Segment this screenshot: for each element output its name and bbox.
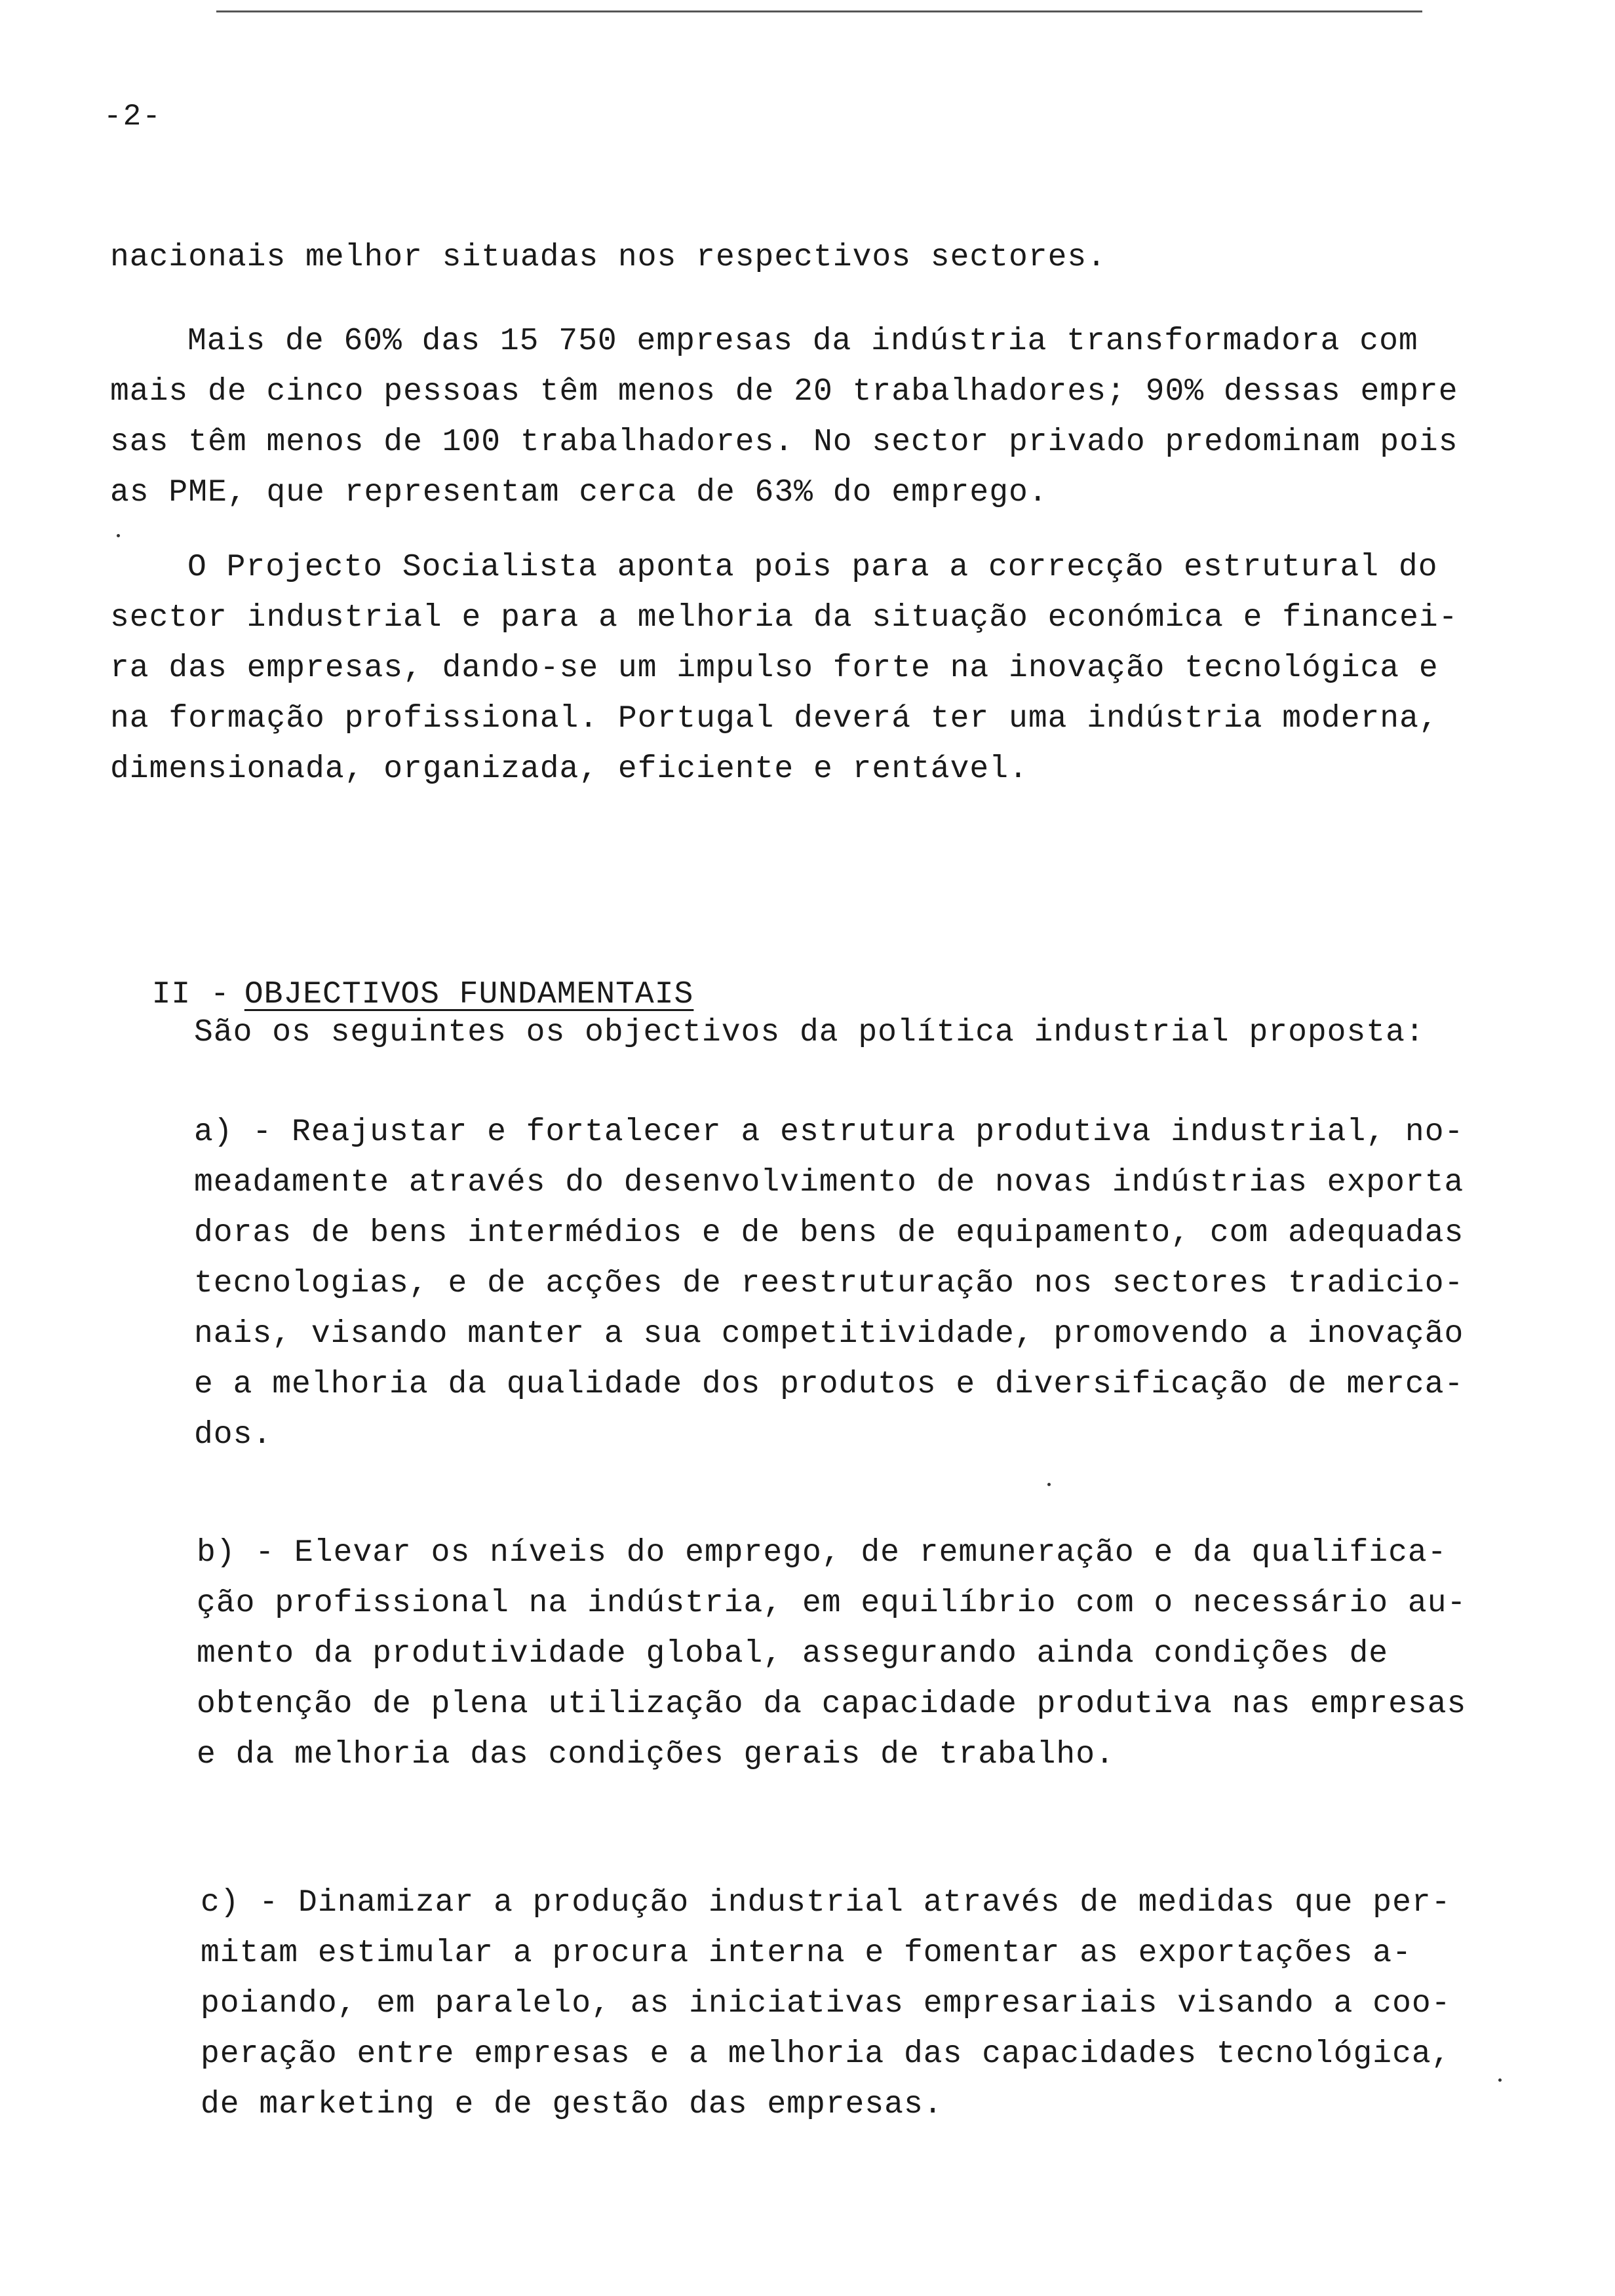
page-number: -2- <box>104 100 162 134</box>
item-line: doras de bens intermédios e de bens de equipamento, com adequadas <box>194 1215 1464 1251</box>
paragraph-line: sas têm menos de 100 trabalhadores. No sector privado predominam pois <box>110 425 1458 460</box>
item-line: e a melhoria da qualidade dos produtos e diversificação de merca- <box>194 1367 1464 1402</box>
item-line: meadamente através do desenvolvimento de novas indústrias exporta <box>194 1165 1464 1200</box>
paragraph-line: sector industrial e para a melhoria da situação económica e financei- <box>110 600 1458 636</box>
item-line: de marketing e de gestão das empresas. <box>201 2087 943 2122</box>
scan-speck <box>1498 2078 1502 2082</box>
paragraph-line: dimensionada, organizada, eficiente e rentável. <box>110 752 1028 787</box>
section-lead: São os seguintes os objectivos da política industrial proposta: <box>194 1015 1425 1050</box>
item-line: poiando, em paralelo, as iniciativas empresariais visando a coo- <box>201 1986 1451 2021</box>
top-rule <box>216 10 1422 12</box>
paragraph-line: ra das empresas, dando-se um impulso forte na inovação tecnológica e <box>110 651 1439 686</box>
item-line: mitam estimular a procura interna e fomentar as exportações a- <box>201 1936 1412 1971</box>
item-line: tecnologias, e de acções de reestruturação nos sectores tradicio- <box>194 1266 1464 1301</box>
section-number: II - <box>151 977 230 1012</box>
scan-speck <box>117 534 120 537</box>
item-line: ção profissional na indústria, em equilíbrio com o necessário au- <box>197 1586 1467 1621</box>
item-line: dos. <box>194 1417 273 1453</box>
item-line: obtenção de plena utilização da capacidade produtiva nas empresas <box>197 1687 1467 1722</box>
paragraph-line: Mais de 60% das 15 750 empresas da indústria transformadora com <box>187 324 1418 359</box>
paragraph-line: na formação profissional. Portugal deverá ter uma indústria moderna, <box>110 701 1439 737</box>
item-line: nais, visando manter a sua competitividade, promovendo a inovação <box>194 1316 1464 1352</box>
paragraph-line: as PME, que representam cerca de 63% do emprego. <box>110 475 1048 510</box>
paragraph-line: mais de cinco pessoas têm menos de 20 trabalhadores; 90% dessas empre <box>110 374 1458 410</box>
item-line: e da melhoria das condições gerais de trabalho. <box>197 1737 1115 1772</box>
scan-speck <box>1047 1483 1051 1486</box>
item-line: b) - Elevar os níveis do emprego, de remuneração e da qualifica- <box>197 1535 1447 1571</box>
section-title: OBJECTIVOS FUNDAMENTAIS <box>244 977 694 1012</box>
item-line: c) - Dinamizar a produção industrial através de medidas que per- <box>201 1885 1451 1921</box>
item-line: peração entre empresas e a melhoria das capacidades tecnológica, <box>201 2037 1451 2072</box>
paragraph-line: O Projecto Socialista aponta pois para a correcção estrutural do <box>187 550 1438 585</box>
item-line: mento da produtividade global, assegurando ainda condições de <box>197 1636 1389 1672</box>
continuation-line: nacionais melhor situadas nos respectivos sectores. <box>110 240 1107 275</box>
section-heading <box>113 936 693 1014</box>
item-line: a) - Reajustar e fortalecer a estrutura produtiva industrial, no- <box>194 1115 1464 1150</box>
